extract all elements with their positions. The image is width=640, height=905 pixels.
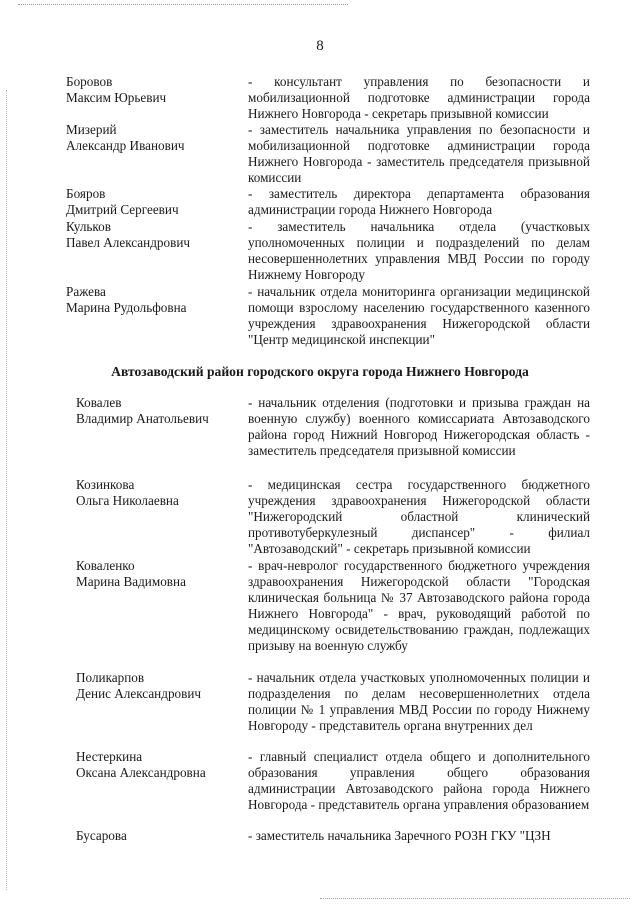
scan-left-edge xyxy=(6,90,7,890)
member-role: - заместитель директора департамента образования администрации города Нижнего Новгорода xyxy=(248,186,590,218)
member-role: - начальник отдела мониторинга организации медицинской помощи взрослому населению государственного казенного учреждения здравоохранения Нижегородской области "Центр медицинской инспекции" xyxy=(248,284,590,348)
member-given-names: Ольга Николаевна xyxy=(76,493,179,509)
scan-bottom-rule xyxy=(320,898,630,899)
member-surname: Ражева xyxy=(66,284,106,299)
member-given-names: Александр Иванович xyxy=(66,138,185,154)
member-given-names: Дмитрий Сергеевич xyxy=(66,202,179,218)
member-surname: Нестеркина xyxy=(76,749,143,764)
member-surname: Бусарова xyxy=(76,828,127,843)
scan-top-rule xyxy=(18,4,348,5)
member-name xyxy=(76,558,246,590)
member-role: - консультант управления по безопасности и мобилизационной подготовке администрации города Нижнего Новгорода - секретарь призывной комиссии xyxy=(248,74,590,122)
member-surname: Поликарпов xyxy=(76,670,145,685)
member-name xyxy=(76,670,246,702)
member-surname: Козинкова xyxy=(76,477,135,492)
member-surname: Ковалев xyxy=(76,395,122,410)
member-given-names: Павел Александрович xyxy=(66,235,191,251)
member-role: - врач-невролог государственного бюджетного учреждения здравоохранения Нижегородской области "Городская клиническая больница № 37 Автозаводского района города Нижнего Новгорода" - врач, руководящий работой по медицинскому освидетельствованию граждан, подлежащих призыву на военную службу xyxy=(248,558,590,654)
member-role: - заместитель начальника управления по безопасности и мобилизационной подготовке администрации города Нижнего Новгорода - заместитель председателя призывной комиссии xyxy=(248,122,590,186)
member-surname: Боровов xyxy=(66,74,113,89)
member-name xyxy=(66,186,236,218)
member-name xyxy=(76,828,246,844)
member-name xyxy=(76,395,246,427)
section-heading: Автозаводский район городского округа города Нижнего Новгорода xyxy=(111,364,529,379)
member-given-names: Денис Александрович xyxy=(76,686,202,702)
member-surname: Коваленко xyxy=(76,558,135,573)
member-given-names: Владимир Анатольевич xyxy=(76,411,209,427)
member-role: - начальник отдела участковых уполномоченных полиции и подразделения по делам несовершеннолетних отдела полиции № 1 управления МВД России по городу Нижнему Новгороду - представитель органа внутренних дел xyxy=(248,670,590,734)
member-name xyxy=(66,284,236,316)
member-role: - заместитель начальника отдела (участковых уполномоченных полиции и подразделений по делам несовершеннолетних управления МВД России по городу Нижнему Новгороду xyxy=(248,219,590,283)
member-name xyxy=(66,122,236,154)
member-surname: Кульков xyxy=(66,219,111,234)
member-role: - медицинская сестра государственного бюджетного учреждения здравоохранения Нижегородской области "Нижегородский областной клинический противотуберкулезный диспансер" - филиал "Автозаводский" - секретарь призывной комиссии xyxy=(248,477,590,557)
member-given-names: Оксана Александровна xyxy=(76,765,206,781)
member-name xyxy=(76,749,246,781)
member-role: - заместитель начальника Заречного РОЗН ГКУ "ЦЗН xyxy=(248,828,551,843)
member-role: - главный специалист отдела общего и дополнительного образования управления общего образования администрации Автозаводского района города Нижнего Новгорода - представитель органа управления образованием xyxy=(248,749,590,813)
member-name xyxy=(66,74,236,106)
member-given-names: Марина Вадимовна xyxy=(76,574,186,590)
member-name xyxy=(66,219,236,251)
member-surname: Бояров xyxy=(66,186,106,201)
member-surname: Мизерий xyxy=(66,122,117,137)
member-given-names: Марина Рудольфовна xyxy=(66,300,187,316)
member-role: - начальник отделения (подготовки и призыва граждан на военную службу) военного комиссариата Автозаводского района город Нижний Новгород Нижегородская область - заместитель председателя призывной комиссии xyxy=(248,395,590,459)
member-given-names: Максим Юрьевич xyxy=(66,90,167,106)
page-number: 8 xyxy=(316,38,324,54)
member-name xyxy=(76,477,246,509)
